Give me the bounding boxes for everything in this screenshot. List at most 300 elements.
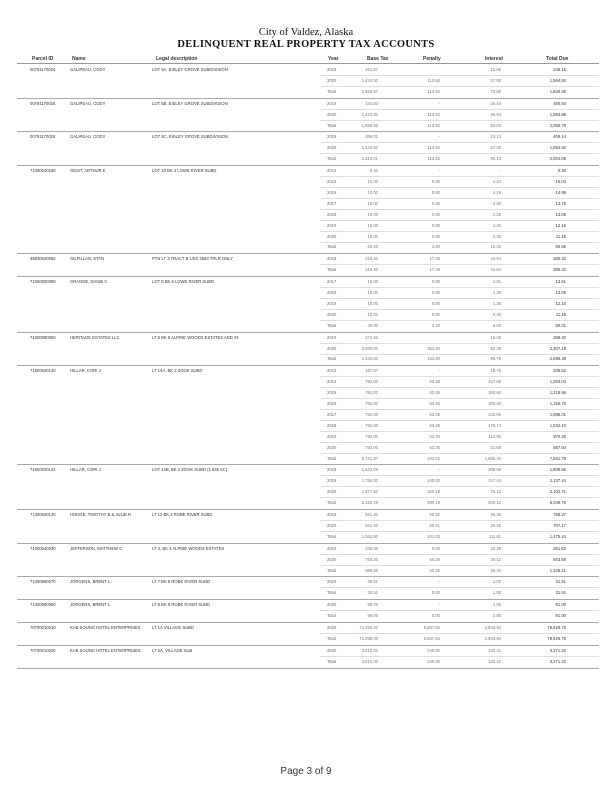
interest-cell: 4.19 [492, 189, 501, 195]
owner-name: HILLAR, CORI J [70, 467, 101, 473]
total-due-cell: 3,371.22 [549, 658, 566, 664]
year-cell: 2020 [327, 233, 337, 239]
interest-cell: 70.88 [490, 88, 501, 94]
penalty-cell: 0.80 [431, 300, 440, 306]
legal-description: LOT 5C, EISLEY GROVE SUBDIVISION [152, 134, 228, 140]
penalty-cell: 290.18 [427, 500, 440, 506]
record-separator [17, 131, 599, 132]
total-due-cell: 12.16 [555, 300, 566, 306]
penalty-cell: 240.80 [427, 647, 440, 653]
row-divider [320, 354, 599, 355]
header-rule [17, 63, 599, 64]
row-divider [320, 431, 599, 432]
total-due-cell: 245.15 [553, 67, 566, 72]
year-cell: Total [327, 356, 336, 362]
year-cell: 2019 [327, 222, 337, 228]
year-cell: Total [327, 122, 336, 128]
record-separator [17, 509, 599, 510]
row-divider [320, 142, 599, 143]
base-tax-cell: 60.40 [367, 244, 378, 250]
owner-name: GRANGE, DIANE C [70, 279, 108, 285]
owner-name: JEFFERSON, MATTHEW C [70, 545, 123, 551]
penalty-cell: 4.80 [431, 244, 440, 250]
total-due-cell: 1,594.92 [549, 77, 566, 83]
interest-cell: 98.76 [490, 356, 501, 362]
interest-cell: 86.35 [490, 512, 501, 517]
parcel-id: 00791170026 [30, 134, 56, 140]
row-divider [320, 520, 599, 521]
total-due-cell: 460.93 [553, 100, 566, 106]
total-due-cell: 2,102.71 [549, 489, 566, 495]
row-divider [320, 75, 599, 76]
total-due-cell: 1,155.76 [549, 401, 566, 406]
penalty-cell: 0.00 [431, 545, 440, 551]
base-tax-cell: 218.40 [365, 267, 378, 273]
year-cell: 2019 [327, 478, 337, 484]
total-due-cell: 261.63 [553, 545, 566, 551]
penalty-cell: 63.36 [429, 444, 440, 450]
total-due-cell: 206.62 [553, 368, 566, 374]
year-cell: 2020 [327, 145, 337, 151]
owner-name: HODGE, TIMOTHY B & JULIE R [70, 512, 132, 517]
base-tax-cell: 218.40 [365, 256, 378, 262]
total-due-cell: 12.16 [555, 222, 566, 228]
interest-cell: 1.00 [492, 579, 501, 585]
base-tax-cell: 753.20 [365, 556, 378, 562]
year-cell: Total [327, 590, 336, 596]
base-tax-cell: 88.05 [367, 613, 378, 619]
interest-cell: 120.42 [488, 647, 501, 653]
owner-name: HILLAR, CORI J [70, 368, 101, 374]
record-separator [17, 332, 599, 333]
legal-description: LT 8 BK 8 ROBE RIVER SUBD [152, 602, 211, 608]
total-due-cell: 409.14 [553, 134, 566, 140]
base-tax-cell: 231.67 [365, 67, 378, 72]
total-due-cell: 13.61 [555, 279, 566, 285]
interest-cell: 2.85 [492, 613, 501, 619]
interest-cell: 75.12 [490, 489, 501, 495]
row-divider [320, 264, 599, 265]
base-tax-cell: 0.40 [369, 168, 378, 174]
interest-cell: 56.94 [490, 111, 501, 117]
row-divider [320, 497, 599, 498]
base-tax-cell: 10.00 [367, 290, 378, 295]
base-tax-cell: 71,098.00 [359, 635, 378, 641]
row-divider [320, 587, 599, 588]
total-due-cell: 1,475.44 [549, 533, 566, 539]
interest-cell: 15.36 [490, 244, 501, 250]
base-tax-cell: 792.00 [365, 379, 378, 385]
legal-description: LOT 5A, EISLEY GROVE SUBDIVISION [152, 67, 228, 72]
record-separator [17, 599, 599, 600]
interest-cell: 2.85 [492, 602, 501, 608]
penalty-cell: 60.26 [429, 567, 440, 573]
interest-cell: 2.26 [492, 290, 501, 295]
parcel-id: 35830020092 [30, 256, 56, 262]
record-separator [17, 645, 599, 646]
row-divider [320, 565, 599, 566]
base-tax-cell: 5,731.87 [361, 455, 378, 461]
year-cell: 2019 [327, 512, 337, 517]
interest-cell: 30.12 [490, 556, 501, 562]
penalty-cell: 443.52 [427, 455, 440, 461]
row-divider [320, 86, 599, 87]
legal-description: LT 3, BK 4 ALPINE WOODS ESTATES [152, 545, 225, 551]
year-cell: 2020 [327, 444, 337, 450]
owner-name: HERITAGE ESTATES LLC [70, 334, 120, 340]
penalty-cell: - [438, 467, 440, 473]
year-cell: Total [327, 613, 336, 619]
interest-cell: 55.40 [490, 567, 501, 573]
parcel-id: 71300080080 [30, 602, 56, 608]
total-due-cell: 768.27 [553, 512, 566, 517]
record-separator [17, 276, 599, 277]
legal-description: LT 14A, BK 2 ZOOK SUBD [152, 368, 203, 374]
year-cell: 2019 [327, 100, 337, 106]
base-tax-cell: 792.00 [365, 390, 378, 396]
total-due-cell: 11.16 [555, 311, 566, 317]
penalty-cell: 113.92 [427, 111, 440, 117]
year-cell: 2015 [327, 179, 337, 184]
penalty-cell: 101.03 [427, 533, 440, 539]
row-divider [320, 109, 599, 110]
base-tax-cell: 1,424.00 [361, 145, 378, 151]
base-tax-cell: 1,424.00 [361, 77, 378, 83]
year-cell: 2015 [327, 390, 337, 396]
total-due-cell: 6,049.76 [549, 500, 566, 506]
penalty-cell: - [438, 134, 440, 140]
year-cell: 2020 [327, 345, 337, 351]
year-cell: 2020 [327, 625, 337, 630]
record-separator [17, 253, 599, 254]
total-due-cell: 7,841.79 [549, 455, 566, 461]
year-cell: 2018 [327, 211, 337, 217]
interest-cell: 2.26 [492, 211, 501, 217]
owner-name: JORGENS, BRENT L [70, 579, 111, 585]
year-cell: 2020 [327, 77, 337, 83]
base-tax-cell: 1,523.09 [361, 467, 378, 473]
year-cell: 2016 [327, 189, 337, 195]
base-tax-cell: 792.00 [365, 422, 378, 428]
year-cell: 2014 [327, 168, 337, 174]
penalty-cell: 63.36 [429, 379, 440, 385]
base-tax-cell: 1,424.00 [361, 111, 378, 117]
total-due-cell: 15.04 [555, 179, 566, 184]
interest-cell: 232.65 [488, 411, 501, 417]
year-cell: 2018 [327, 467, 337, 473]
year-cell: 2019 [327, 300, 337, 306]
year-cell: 2013 [327, 368, 337, 374]
total-due-cell: 1,594.86 [549, 111, 566, 117]
interest-cell: 1,666.40 [484, 455, 501, 461]
interest-cell: 286.56 [488, 467, 501, 473]
record-separator [17, 543, 599, 544]
parcel-id: 71050050080 [30, 279, 56, 285]
penalty-cell: 140.00 [427, 478, 440, 484]
interest-cell: 609.12 [488, 500, 501, 506]
row-divider [320, 420, 599, 421]
base-tax-cell: 2,060.00 [361, 345, 378, 351]
row-divider [320, 209, 599, 210]
interest-cell: 300.40 [488, 401, 501, 406]
interest-cell: 4.24 [492, 179, 501, 184]
base-tax-cell: 272.82 [365, 334, 378, 340]
base-tax-cell: 187.87 [365, 368, 378, 374]
interest-cell: 2.95 [492, 200, 501, 206]
interest-cell: 25.28 [490, 545, 501, 551]
parcel-id: 71300030120 [30, 512, 56, 517]
base-tax-cell: 1,877.40 [361, 489, 378, 495]
row-divider [320, 176, 599, 177]
parcel-id: 70700010010 [30, 625, 56, 630]
col-header-penalty: Penalty [423, 56, 441, 62]
base-tax-cell: 236.35 [365, 545, 378, 551]
row-divider [320, 343, 599, 344]
penalty-cell: 240.80 [427, 658, 440, 664]
total-due-cell: 970.26 [553, 433, 566, 439]
total-due-cell: 79,629.78 [547, 625, 566, 630]
base-tax-cell: 792.00 [365, 444, 378, 450]
year-cell: 2018 [327, 290, 337, 295]
base-tax-cell: 3,010.00 [361, 647, 378, 653]
interest-cell: 80.13 [490, 156, 501, 162]
interest-cell: 2.81 [492, 279, 501, 285]
year-cell: 2020 [327, 522, 337, 528]
record-separator [17, 622, 599, 623]
base-tax-cell: 10.00 [367, 233, 378, 239]
interest-cell: 1.36 [492, 300, 501, 306]
penalty-cell: 5,687.84 [423, 625, 440, 630]
row-divider [320, 453, 599, 454]
interest-cell: 120.42 [488, 658, 501, 664]
row-divider [320, 610, 599, 611]
col-header-parcel-id: Parcel ID [32, 56, 54, 62]
base-tax-cell: 10.00 [367, 222, 378, 228]
penalty-cell: 63.36 [429, 390, 440, 396]
row-divider [320, 309, 599, 310]
row-divider [320, 287, 599, 288]
year-cell: Total [327, 455, 336, 461]
interest-cell: 6.83 [492, 322, 501, 328]
parcel-id: 71600020142 [30, 467, 56, 473]
col-header-legal: Legal description [156, 56, 198, 62]
base-tax-cell: 1,262.80 [361, 533, 378, 539]
penalty-cell: 113.92 [427, 145, 440, 151]
legal-description: PTN LT 3 TRACT B USS 3563 TRLR ONLY [152, 256, 233, 262]
penalty-cell: - [438, 168, 440, 174]
year-cell: 2019 [327, 67, 337, 72]
total-due-cell: 91.00 [555, 613, 566, 619]
total-due-cell: 1,840.45 [549, 88, 566, 94]
record-separator [17, 165, 599, 166]
total-due-cell: 0.40 [557, 168, 566, 174]
base-tax-cell: 989.55 [365, 567, 378, 573]
parcel-id: 71000040030 [30, 545, 56, 551]
owner-name: GALIPEAU, CODY [70, 100, 106, 106]
total-due-cell: 31.51 [555, 590, 566, 596]
total-due-cell: 2,004.06 [549, 156, 566, 162]
total-due-cell: 1,218.96 [549, 390, 566, 396]
total-due-cell: 2,307.18 [549, 345, 566, 351]
total-due-cell: 1,283.04 [549, 379, 566, 385]
penalty-cell: 3.20 [431, 322, 440, 328]
row-divider [320, 554, 599, 555]
interest-cell: 44.54 [490, 256, 501, 262]
legal-description: LOT 18 BK 4 LOWE RIVER SUBD [152, 168, 217, 174]
year-cell: 2016 [327, 401, 337, 406]
penalty-cell: - [438, 602, 440, 608]
penalty-cell: 63.36 [429, 433, 440, 439]
penalty-cell: 0.80 [431, 211, 440, 217]
col-header-total-due: Total Due [546, 56, 569, 62]
penalty-cell: 0.00 [431, 590, 440, 596]
penalty-cell: 164.80 [427, 356, 440, 362]
legal-description: LT 2A, VILLAGE SUB [152, 647, 193, 653]
total-due-cell: 14.99 [555, 189, 566, 195]
owner-name: KAB SOUNG HOTEL ENTERPRISES [70, 647, 141, 653]
year-cell: 2020 [327, 556, 337, 562]
penalty-cell: 63.36 [429, 401, 440, 406]
total-due-cell: 13.75 [555, 200, 566, 206]
row-divider [320, 486, 599, 487]
year-cell: Total [327, 88, 336, 94]
total-due-cell: 280.42 [553, 267, 566, 273]
penalty-cell: 113.92 [427, 77, 440, 83]
parcel-id: 71000080060 [30, 334, 56, 340]
penalty-cell: 17.48 [429, 267, 440, 273]
base-tax-cell: 792.00 [365, 411, 378, 417]
interest-cell: 111.61 [488, 533, 501, 539]
row-divider [320, 531, 599, 532]
penalty-cell: 113.92 [427, 88, 440, 94]
interest-cell: 114.90 [488, 433, 501, 439]
base-tax-cell: 1,750.00 [361, 478, 378, 484]
year-cell: 2020 [327, 602, 337, 608]
legal-description: LT 12 BK 3 ROBE RIVER SUBD [152, 512, 213, 517]
interest-cell: 23.13 [490, 134, 501, 140]
parcel-id: 00791170024 [30, 67, 56, 72]
year-cell: 2019 [327, 134, 337, 140]
penalty-cell: 17.48 [429, 256, 440, 262]
base-tax-cell: 1,858.83 [361, 122, 378, 128]
penalty-cell: 50.51 [429, 522, 440, 528]
year-cell: Total [327, 156, 336, 162]
parcel-id: 71300080070 [30, 579, 56, 585]
interest-cell: 31.68 [490, 444, 501, 450]
legal-description: LOT 8 BK 5 LOWE RIVER SUBD [152, 279, 215, 285]
year-cell: Total [327, 533, 336, 539]
col-header-year: Year [328, 56, 339, 62]
year-cell: Total [327, 500, 336, 506]
record-separator [17, 365, 599, 366]
row-divider [320, 398, 599, 399]
interest-cell: 2,843.94 [484, 635, 501, 641]
base-tax-cell: 1,810.01 [361, 156, 378, 162]
row-divider [320, 220, 599, 221]
total-due-cell: 1,594.92 [549, 145, 566, 151]
base-tax-cell: 1,655.67 [361, 88, 378, 94]
base-tax-cell: 3,010.00 [361, 658, 378, 664]
interest-cell: 57.00 [490, 145, 501, 151]
interest-cell: 25.26 [490, 522, 501, 528]
penalty-cell: 63.36 [429, 422, 440, 428]
parcel-id: 00791170025 [30, 100, 56, 106]
interest-cell: 15.88 [490, 67, 501, 72]
penalty-cell: 164.80 [427, 345, 440, 351]
base-tax-cell: 10.00 [367, 179, 378, 184]
base-tax-cell: 2,332.82 [361, 356, 378, 362]
parcel-id: 70700010020 [30, 647, 56, 653]
base-tax-cell: 792.00 [365, 401, 378, 406]
penalty-cell: 0.80 [431, 222, 440, 228]
parcel-id: 71050040180 [30, 168, 56, 174]
year-cell: Total [327, 267, 336, 273]
col-header-name: Name [72, 56, 86, 62]
legal-description: LT 7 BK 8 ROBE RIVER SUBD [152, 579, 211, 585]
owner-name: KAB SOUNG HOTEL ENTERPRISES [70, 625, 141, 630]
col-header-base-tax: Base Tax [367, 56, 389, 62]
penalty-cell: 0.80 [431, 290, 440, 295]
year-cell: Total [327, 244, 336, 250]
base-tax-cell: 5,150.49 [361, 500, 378, 506]
total-due-cell: 2,137.44 [549, 478, 566, 484]
interest-cell: 1.00 [492, 590, 501, 596]
year-cell: Total [327, 658, 336, 664]
base-tax-cell: 40.00 [367, 322, 378, 328]
interest-cell: 16.38 [490, 334, 501, 340]
interest-cell: 427.68 [488, 379, 501, 385]
total-due-cell: 79,629.78 [547, 635, 566, 641]
year-cell: 2020 [327, 111, 337, 117]
year-cell: 2020 [327, 489, 337, 495]
interest-cell: - [499, 168, 501, 174]
interest-cell: 57.00 [490, 77, 501, 83]
interest-cell: 176.74 [488, 422, 501, 428]
base-tax-cell: 10.00 [367, 200, 378, 206]
penalty-cell: 63.36 [429, 411, 440, 417]
total-due-cell: 2,055.79 [549, 122, 566, 128]
year-cell: 2014 [327, 379, 337, 385]
interest-cell: 82.38 [490, 345, 501, 351]
penalty-cell: 60.26 [429, 556, 440, 562]
row-divider [320, 387, 599, 388]
row-divider [320, 376, 599, 377]
total-due-cell: 11.16 [555, 233, 566, 239]
year-cell: 2017 [327, 411, 337, 417]
row-divider [320, 409, 599, 410]
interest-cell: 83.04 [490, 122, 501, 128]
interest-cell: 18.75 [490, 368, 501, 374]
total-due-cell: 91.00 [555, 602, 566, 608]
year-cell: 2018 [327, 256, 337, 262]
year-cell: 2017 [327, 200, 337, 206]
interest-cell: 26.10 [490, 100, 501, 106]
owner-name: JORGENS, BRENT L [70, 602, 111, 608]
total-due-cell: 50.01 [555, 322, 566, 328]
year-cell: Total [327, 322, 336, 328]
record-separator [17, 98, 599, 99]
total-due-cell: 2,596.38 [549, 356, 566, 362]
total-due-cell: 707.17 [553, 522, 566, 528]
row-divider [320, 198, 599, 199]
legal-description: LOT 5B, EISLEY GROVE SUBDIVISION [152, 100, 228, 106]
base-tax-cell: 10.00 [367, 311, 378, 317]
year-cell: 2017 [327, 279, 337, 285]
base-tax-cell: 386.01 [365, 134, 378, 140]
row-divider [320, 187, 599, 188]
penalty-cell: - [438, 100, 440, 106]
penalty-cell: - [438, 579, 440, 585]
